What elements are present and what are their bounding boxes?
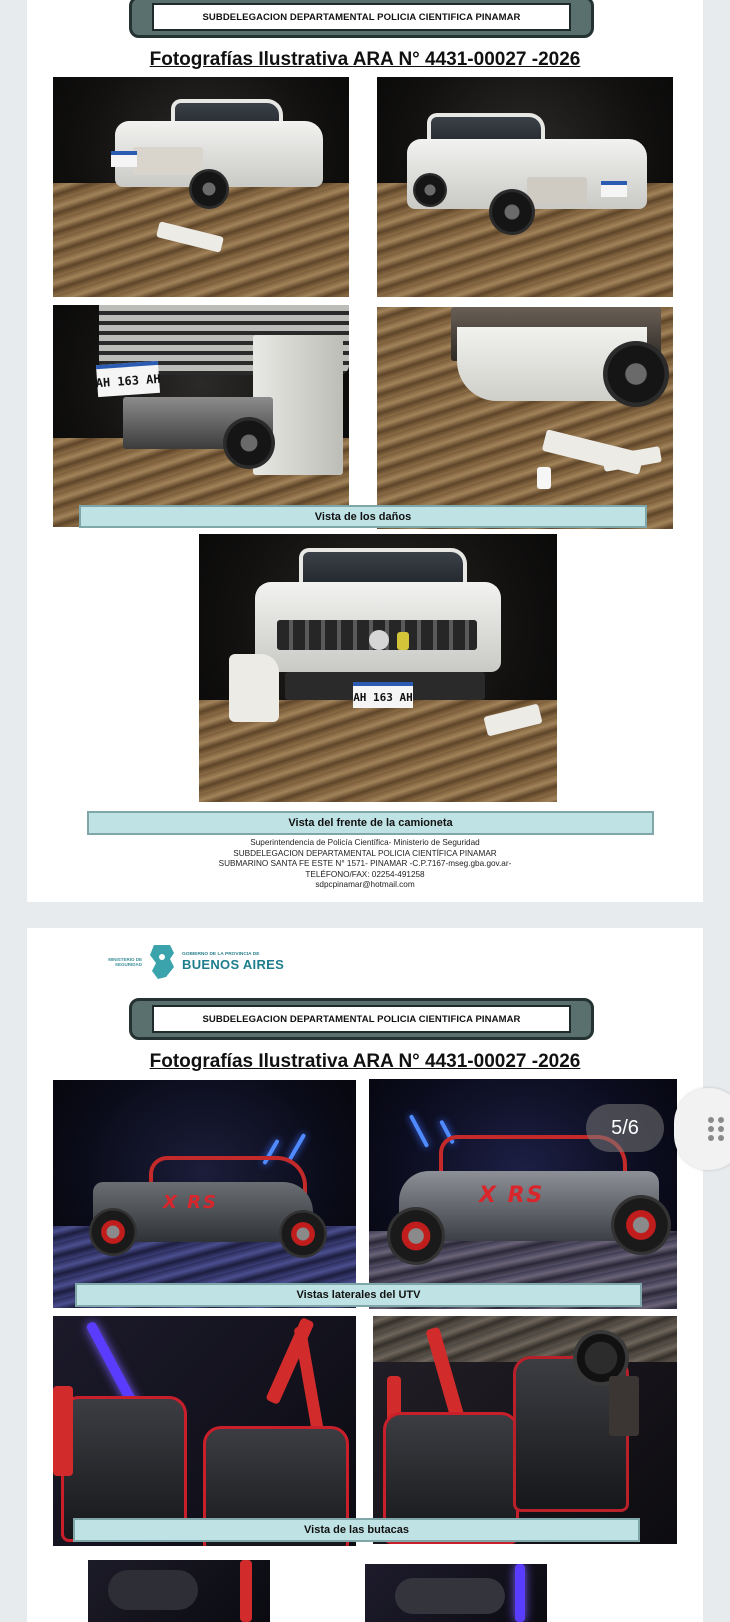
photo-damage-bumper — [377, 307, 673, 529]
footer-line-address: SUBMARINO SANTA FE ESTE N° 1571- PINAMAR -C.P.7167-mseg.gba.gov.ar- — [218, 859, 512, 869]
document-page-1 — [27, 0, 703, 902]
utv-brand-logo: X RS — [163, 1192, 218, 1213]
buenos-aires-logo — [104, 940, 284, 984]
caption-utv-seats: Vista de las butacas — [73, 1518, 640, 1542]
footer-line-ministry: Superintendencia de Policía Científica- Ministerio de Seguridad — [250, 838, 480, 847]
license-plate-front: AH 163 AH — [353, 682, 413, 708]
photo-truck-front-left — [53, 77, 349, 297]
photo-utv-detail-right — [365, 1564, 547, 1622]
footer-line-phone: TELÉFONO/FAX: 02254-491258 — [305, 869, 425, 879]
header-box — [129, 998, 594, 1040]
header-box — [129, 0, 594, 38]
photo-utv-detail-left — [88, 1560, 270, 1622]
footer-line-email: sdpcpinamar@hotmail.com — [315, 880, 415, 890]
caption-utv-sides: Vistas laterales del UTV — [75, 1283, 642, 1307]
photo-truck-front-right — [377, 77, 673, 297]
caption-damage: Vista de los daños — [79, 505, 647, 528]
photo-utv-side-right: X RS — [369, 1079, 677, 1309]
photo-utv-seats-right — [373, 1316, 677, 1544]
logo-province-name: BUENOS AIRES — [182, 957, 285, 972]
footer-line-subdelegation: SUBDELEGACION DEPARTAMENTAL POLICIA CIENTÍFICA PINAMAR — [233, 848, 497, 858]
logo-ministry-text: MINISTERIO DE SEGURIDAD — [108, 957, 142, 967]
photo-truck-front — [199, 534, 557, 802]
header-text: SUBDELEGACION DEPARTAMENTAL POLICIA CIENTIFICA PINAMAR — [152, 3, 571, 31]
license-plate: AH 163 AH — [96, 361, 160, 397]
fast-scroll-handle[interactable] — [674, 1088, 730, 1170]
photo-utv-seats-left — [53, 1316, 356, 1546]
header-text: SUBDELEGACION DEPARTAMENTAL POLICIA CIENTIFICA PINAMAR — [152, 1005, 571, 1033]
photo-damage-closeup-plate — [53, 305, 349, 527]
logo-government-text: GOBIERNO DE LA PROVINCIA DE — [182, 952, 260, 957]
page-indicator: 5/6 — [586, 1104, 664, 1152]
province-map-icon — [148, 943, 176, 981]
document-title: Fotografías Ilustrativa ARA N° 4431-00027 -2026 — [149, 49, 581, 70]
photo-utv-side-left — [53, 1080, 356, 1308]
page-footer — [27, 838, 703, 891]
document-title: Fotografías Ilustrativa ARA N° 4431-00027 -2026 — [149, 1051, 581, 1072]
caption-front: Vista del frente de la camioneta — [87, 811, 654, 835]
